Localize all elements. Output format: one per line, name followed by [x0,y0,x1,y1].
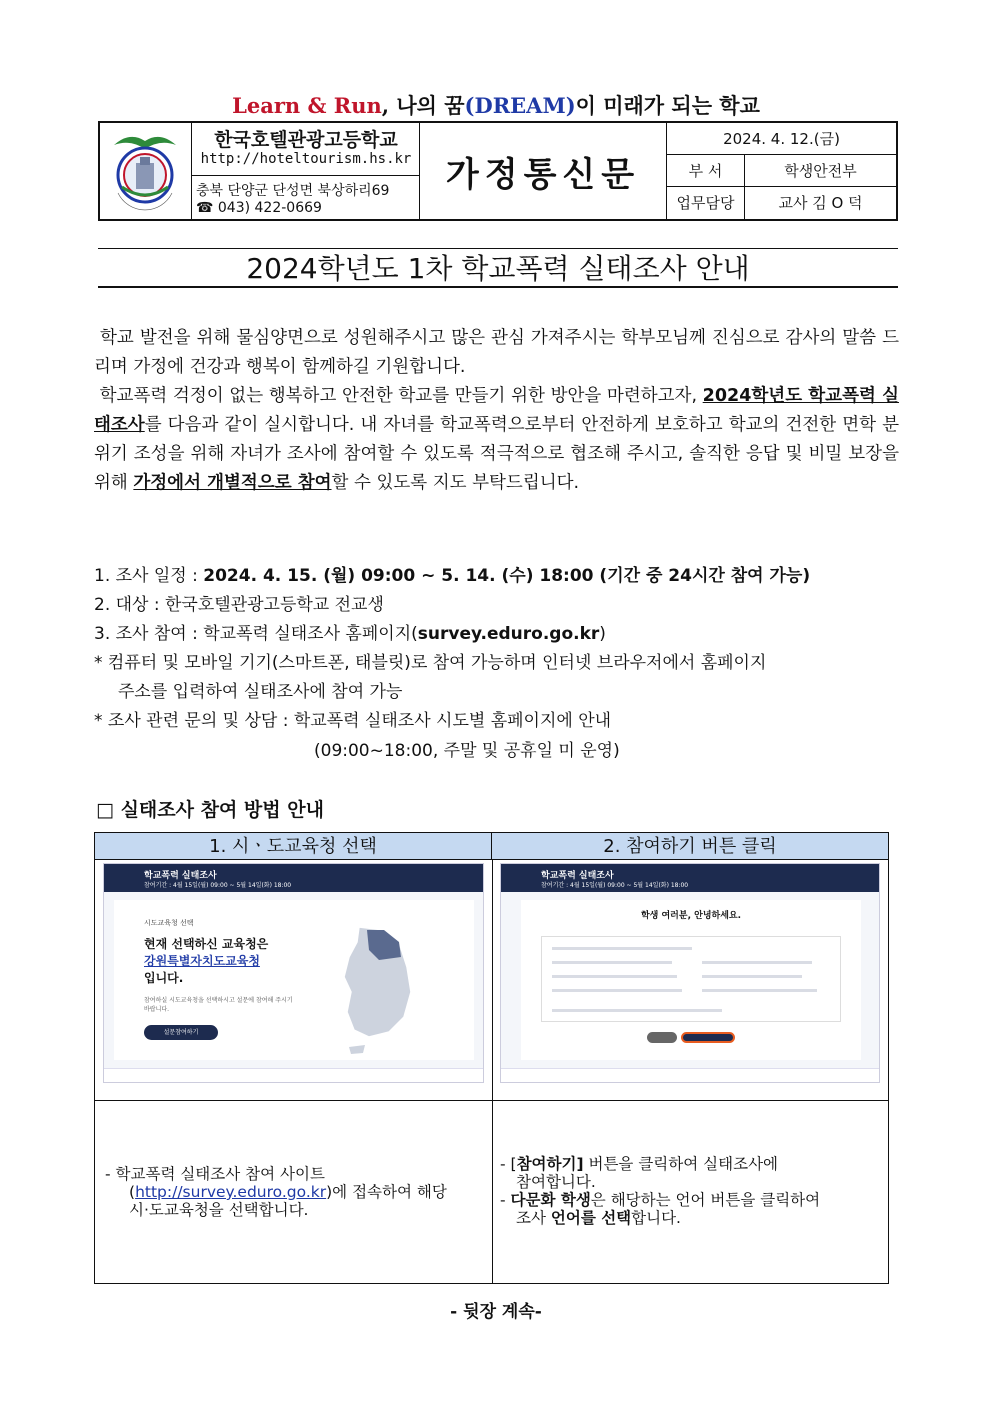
purpose-text-e: 할 수 있도록 지도 부탁드립니다. [331,473,580,493]
office-select-note: 참여하실 시도교육청을 선택하시고 설문에 참여해 주시기 바랍니다. [144,997,293,1013]
participation-end: ) [599,624,606,644]
step1-header: 1. 시ㆍ도교육청 선택 [95,833,492,860]
step2-line-4-end: 합니다. [631,1209,681,1227]
item-schedule [94,561,810,586]
section-title: □ 실태조사 참여 방법 안내 [96,799,324,821]
item-target: 2. 대상 : 한국호텔관광고등학교 전교생 [94,595,384,615]
school-logo [100,123,192,219]
method-table [94,832,889,1284]
step2-instructions [500,1155,885,1227]
school-url[interactable]: http://hoteltourism.hs.kr [200,151,412,167]
selected-office-message [144,936,268,987]
letter-type-text: 가정통신문 [445,154,641,195]
purpose-text-a: 학교폭력 걱정이 없는 행복하고 안전한 학교를 만들기 위한 방안을 마련하고자, [99,386,703,406]
portal-title-2: 학교폭력 실태조사 [541,871,614,881]
greeting-text: 학교 발전을 위해 물심양면으로 성원해주시고 많은 관심 가져주시는 학부모님께 진심으로 감사의 말씀 드리며 가정에 건강과 행복이 함께하길 기원합니다. [94,328,899,377]
step2-line-4 [500,1209,885,1227]
note-device-cont: 주소를 입력하여 실태조사에 참여 가능 [118,682,403,702]
language-keyword: 언어를 선택 [550,1209,632,1227]
purpose-text-c: 를 다음과 같이 실시합니다. 내 자녀를 학교폭력으로부터 안전하게 보호하고 학교의 건전한 면학 분위기 조성을 위해 자녀가 조사에 참여할 수 있도록 적극적으로 협조해 주시고, 솔직한 응답 및 비밀 보장을 위해 [94,415,899,493]
portal-period: 참여기간 : 4월 15일(월) 09:00 ~ 5월 14일(화) 18:00 [144,882,292,889]
dept-value: 학생안전부 [784,162,857,180]
divider [192,175,420,176]
letter-header [98,121,898,221]
portal-footer-2 [501,1068,879,1082]
note-inquiry: * 조사 관련 문의 및 상담 : 학교폭력 실태조사 시도별 홈페이지에 안내 [94,711,612,731]
survey-name-emphasis: 2024학년도 학교폭력 실태조사 [94,386,899,435]
step2-line-4-start: 조사 [516,1209,551,1227]
school-address: 충북 단양군 단성면 북상하리69 [196,183,390,199]
participate-keyword: 참여하기] [516,1155,584,1173]
participate-button[interactable] [681,1032,735,1043]
school-name: 한국호텔관광고등학교 [214,129,398,151]
school-emblem-icon [100,123,190,219]
step1-instructions [105,1165,485,1219]
step2-line-3-end: 은 해당하는 언어 버튼을 클릭하여 [590,1191,821,1209]
portal-period-2: 참여기간 : 4월 15일(월) 09:00 ~ 5월 14일(화) 18:00 [541,882,689,889]
column-divider [492,860,493,1284]
motto-comma: , [381,93,390,118]
dept-label: 부 서 [667,155,745,187]
step2-bullet-2: - [500,1191,511,1209]
survey-site[interactable]: survey.eduro.go.kr [417,624,600,644]
step2-line-3 [500,1191,885,1209]
motto-my-dream: 나의 꿈 [389,93,465,118]
step1-line-1: - 학교폭력 실태조사 참여 사이트 [105,1165,325,1183]
participation-label: 3. 조사 참여 : 학교폭력 실태조사 홈페이지( [94,624,418,644]
cancel-button[interactable] [647,1032,677,1043]
portal-footer [104,1068,483,1082]
step1-screenshot [103,863,484,1083]
charge-label: 업무담당 [667,187,745,219]
item-participation [94,619,606,644]
school-motto [0,90,992,120]
portal-title: 학교폭력 실태조사 [144,871,217,881]
purpose-paragraph [94,382,899,498]
individual-participation-emphasis: 가정에서 개별적으로 참여 [133,473,332,493]
portal-topbar [104,864,483,892]
step1-line-2 [105,1183,485,1201]
schedule-label: 1. 조사 일정 : [94,566,204,586]
letter-date: 2024. 4. 12.(금) [667,123,896,155]
charge-row [667,187,896,219]
step1-line-3: 시·도교육청을 선택합니다. [129,1201,309,1219]
start-survey-button[interactable]: 설문참여하기 [144,1025,218,1040]
step2-line-2: 참여합니다. [516,1173,596,1191]
letter-meta [667,123,896,219]
note-device: * 컴퓨터 및 모바일 기기(스마트폰, 태블릿)로 참여 가능하며 인터넷 브라우저에서 홈페이지 [94,653,767,673]
motto-future: 이 미래가 되는 학교 [575,93,760,118]
violence-definition-box [541,936,841,1022]
portal-topbar-2 [501,864,879,892]
step1-line-2-end: )에 접속하여 해당 [326,1183,447,1201]
step2-bullet-1: - [ [500,1155,517,1173]
selected-office-link[interactable]: 강원특별자치도교육청 [144,954,260,968]
selected-line-1: 현재 선택하신 교육청은 [144,937,269,951]
letter-type-title [420,123,667,219]
office-select-card [114,900,474,1060]
step2-line-1-end: 버튼을 클릭하여 실태조사에 [583,1155,779,1173]
charge-value: 교사 김 O 덕 [778,194,863,212]
step2-line-1 [500,1155,885,1173]
greeting-paragraph [94,324,899,382]
motto-learn-run: Learn & Run [232,93,382,118]
multicultural-keyword: 다문화 학생 [510,1191,591,1209]
greeting-card [521,900,861,1060]
school-info [192,123,420,219]
school-phone: ☎ 043) 422-0669 [196,200,322,216]
step2-header: 2. 참여하기 버튼 클릭 [492,833,888,860]
student-greeting: 학생 여러분, 안녕하세요. [640,911,742,921]
dept-row [667,155,896,187]
schedule-value: 2024. 4. 15. (월) 09:00 ~ 5. 14. (수) 18:00 (기간 중 24시간 참여 가능) [203,566,811,586]
row-divider [95,1100,888,1101]
document-title: 2024학년도 1차 학교폭력 실태조사 안내 [98,248,898,288]
office-select-label: 시도교육청 선택 [144,919,194,927]
motto-dream: (DREAM) [464,93,576,118]
selected-line-3: 입니다. [144,971,184,985]
note-hours: (09:00~18:00, 주말 및 공휴일 미 운영) [314,741,620,761]
paren-open: ( [129,1183,136,1201]
action-buttons [521,1028,861,1047]
survey-url-link[interactable]: http://survey.eduro.go.kr [135,1183,327,1201]
step2-screenshot [500,863,880,1083]
continued-note: - 뒷장 계속- [450,1302,542,1322]
korea-map-icon[interactable] [329,922,419,1057]
